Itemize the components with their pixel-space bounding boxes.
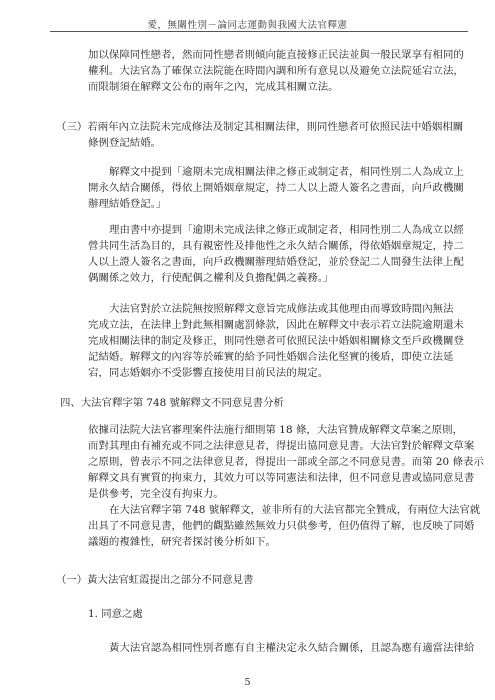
text-line: 開永久結合關係，得依上開婚姻章規定，持二人以上證人簽名之書面，向戶政機關 [88,182,464,194]
paragraph-6 [88,502,480,550]
paragraph-5 [88,422,484,502]
text-line: 大法官對於立法院無按照解釋文意旨完成修法或其他理由而導致時間內無法 [109,303,454,315]
text-line: 加以保障同性戀者，然而同性戀者則傾向能直接修正民法並與一般民眾享有相同的 [88,49,464,61]
section-heading-4: 四、大法官釋字第 748 號解釋文不同意見書分析 [60,397,284,409]
text-line: 營共同生活為目的，具有親密性及排他性之永久結合關係，得依婚姻章規定，持二 [88,240,464,252]
text-line: 在大法官釋字第 748 號解釋文，並非所有的大法官都完全贊成，有兩位大法官就 [109,504,481,516]
paragraph-7 [88,640,474,656]
section-heading-1: （一）黃大法官虹霞提出之部分不同意見書 [56,574,254,586]
text-line: 是供參考，完全沒有拘束力。 [88,488,224,500]
paragraph-4 [88,301,464,381]
text-line: 議題的複雜性，研究者探討後分析如下。 [88,536,276,548]
paragraph-3 [88,222,464,286]
text-line: 偶關係之效力，行使配偶之權利及負擔配偶之義務。」 [88,272,334,284]
text-line: （三）若兩年內立法院未完成修法及制定其相關法律，則同性戀者可依照民法中婚姻相關 [56,121,464,133]
text-line: 條例登記結婚。 [88,137,162,149]
header-rule [50,31,468,32]
page-number: 5 [244,677,251,688]
text-line: 完成相關法律的制定及修正，則同性戀者可依照民法中婚姻相關條文至戶政機關登 [88,335,464,347]
text-line: 黃大法官認為相同性別者應有自主權決定永久結合關係，且認為應有適當法律給 [109,642,475,654]
text-line: 出具了不同意見書，他們的觀點雖然無效力只供參考，但仍值得了解，也反映了同婚 [88,520,475,532]
text-line: 依據司法院大法官審理案件法施行細則第 18 條，大法官贊成解釋文草案之原則， [88,424,464,436]
text-line: 而限制須在解釋文公布的兩年之內，完成其相關立法。 [88,81,339,93]
text-line: 記結婚。解釋文的內容等於確實的給予同性婚姻合法化堅實的後盾，即使立法延 [88,351,454,363]
paragraph-1 [88,47,464,95]
paragraph-2 [88,164,464,212]
text-line: 人以上證人簽名之書面，向戶政機關辦理結婚登記，並於登記二人間發生法律上配 [88,256,464,268]
text-line: 解釋文中提到「逾期未完成相關法律之修正或制定者，相同性別二人為成立上 [109,166,464,178]
text-line: 辦理結婚登記。」 [88,198,167,210]
text-line: 完成立法，在法律上對此無相關處罰條款，因此在解釋文中表示若立法院逾期還未 [88,319,464,331]
text-line: 權利。大法官為了確保立法院能在時間內調和所有意見以及避免立法院延宕立法， [88,65,464,77]
running-header: 愛，無關性別－論同志運動與我國大法官釋憲 [147,20,348,31]
text-line: 而對其理由有補充或不同之法律意見者，得提出協同意見書。大法官對於解釋文草案 [88,440,475,452]
text-line: 宕，同志婚姻亦不受影響直接使用目前民法的規定。 [88,367,329,379]
text-line: 之原則，曾表示不同之法律意見者，得提出一部或全部之不同意見書。而第 20 條表示 [88,456,484,468]
subsection-heading-1: 1. 同意之處 [88,608,143,620]
text-line: 理由書中亦提到「逾期未完成法律之修正或制定者，相同性別二人為成立以經 [109,224,464,236]
section-heading-3 [56,119,463,151]
text-line: 解釋文具有實質的拘束力，其效力可以等同憲法和法律，但不同意見書或協同意見書 [88,472,475,484]
